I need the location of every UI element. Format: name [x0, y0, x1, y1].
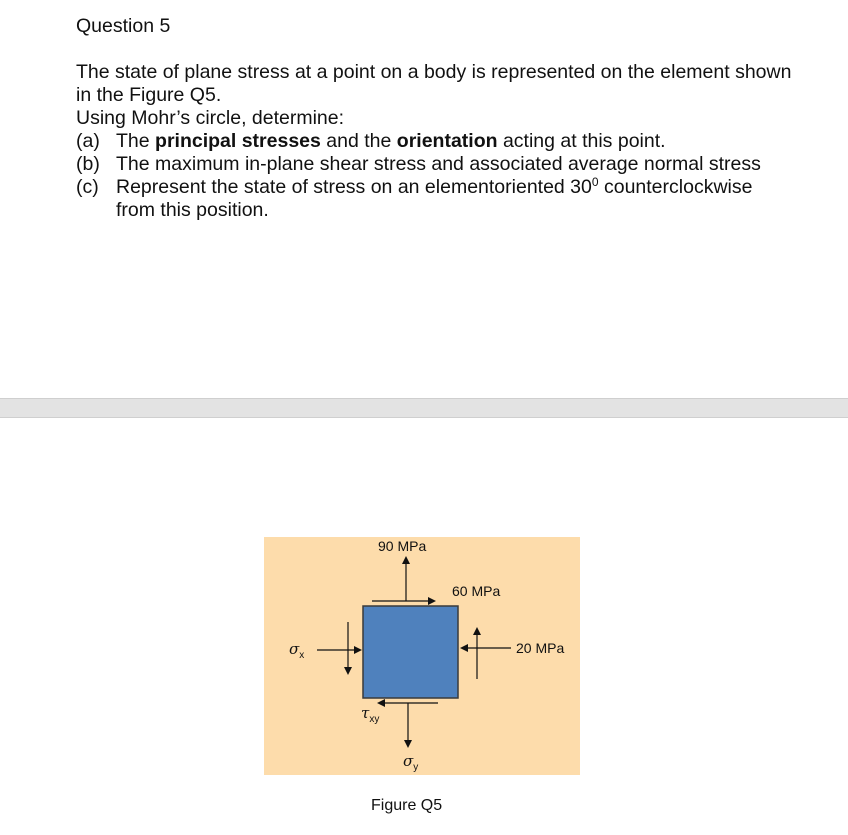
part-text: counterclockwise from this position.	[116, 176, 753, 221]
part-text: and the	[320, 130, 397, 152]
question-intro: The state of plane stress at a point on a body is represented on the element shown in the Figure Q5.	[76, 61, 792, 106]
part-bold-text: principal stresses	[155, 130, 321, 152]
stress-element-diagram	[264, 537, 580, 775]
page-divider	[0, 398, 848, 418]
tau-xy-subscript: xy	[369, 714, 380, 725]
question-part-c	[76, 176, 796, 222]
part-letter: (a)	[76, 130, 100, 152]
sigma-y-symbol: σ	[403, 752, 414, 770]
figure-caption: Figure Q5	[371, 797, 443, 814]
part-text: The maximum in-plane shear stress and associated average normal stress	[116, 153, 761, 175]
question-part-b	[76, 153, 796, 176]
stress-element-figure	[264, 537, 580, 775]
part-letter: (c)	[76, 176, 99, 198]
question-parts-list	[76, 130, 796, 222]
tau-xy-symbol: τ	[361, 704, 370, 722]
part-text: Represent the state of stress on an elementoriented 30	[116, 176, 592, 198]
label-60-mpa: 60 MPa	[452, 583, 501, 599]
stress-element-square	[363, 606, 458, 698]
question-part-a	[76, 130, 796, 153]
sigma-x-symbol: σ	[289, 640, 300, 658]
question-body	[76, 61, 796, 222]
part-letter: (b)	[76, 153, 100, 175]
part-text: acting at this point.	[497, 130, 666, 152]
degree-superscript: 0	[591, 175, 599, 189]
part-text: The	[116, 130, 156, 152]
question-title: Question 5	[76, 15, 171, 37]
sigma-y-subscript: y	[413, 762, 419, 773]
label-90-mpa: 90 MPa	[378, 538, 427, 554]
sigma-x-subscript: x	[299, 650, 305, 661]
part-bold-text: orientation	[396, 130, 498, 152]
label-20-mpa: 20 MPa	[516, 640, 565, 656]
question-instruction: Using Mohr’s circle, determine:	[76, 107, 345, 129]
